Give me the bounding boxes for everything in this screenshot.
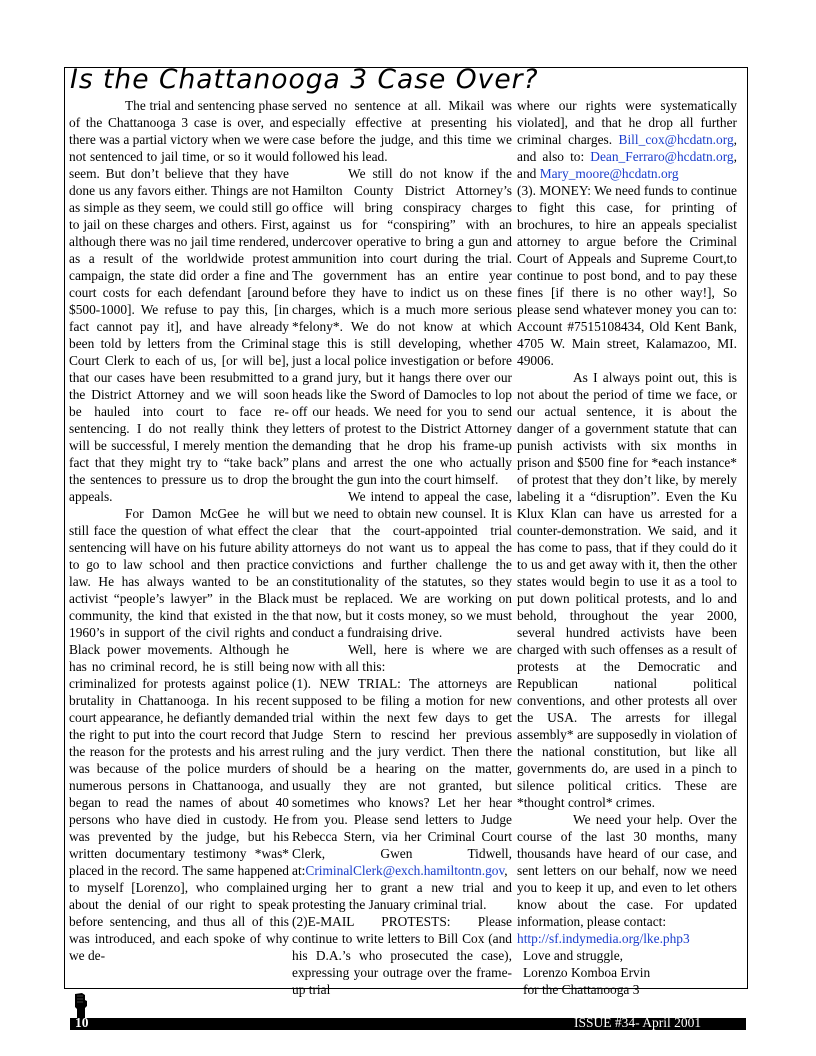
paragraph: As I always point out, this is not about the period of time we face, or our actual sentence, it is about the danger of a government statute that can punish activists with six months in prison and $500 fine for *each instance* of protest that they don’t like, by merely labeling it a “disruption”. Even the Ku Klux Klan can have us arrested for a counter-demonstration. We said, and it has come to pass, that if they could do it to us and get away with it, then the other states would begin to use it as a tool to put down political protests, and lo and behold, throughout the year 2000, several hundred activists have been charged with such offenses as a result of protests at the Democratic and Republican national political conventions, and other protests all over the USA. The arrests for illegal assembly* are supposedly in violation of the national constitution, but like all governments do, are used in a pinch to silence political critics. These are *thought control* crimes. [517,370,737,810]
column-1 [69,97,289,964]
paragraph: The trial and sentencing phase of the Chattanooga 3 case is over, and there was a partial victory when we were not sentenced to jail time, or so it would seem. But don’t believe that they have done us any favors either. Things are not as simple as they seem, we could still go to jail on these charges and others. First, although there was no jail time rendered, as a result of the worldwide protest campaign, the state did order a fine and court costs for each defendant [around $500-1000]. We refuse to pay this, [in fact cannot pay it], and have already been told by letters from the Criminal Court Clerk to each of us, [or will be], that our cases have been resubmitted to the District Attorney and we will soon be hauled into court to face re-sentencing. I do not really think they will be successful, I merely mention the fact that they might try to “take back” the sentences to pressure us to drop the appeals. [69,98,289,504]
column-2 [292,97,512,998]
signature-line: Love and struggle, [523,948,624,963]
paragraph-money: (3). MONEY: We need funds to continue to fight this case, for printing of brochures, to hire an appeals specialist attorney to argue before the Criminal Court of Appeals and Supreme Court,to continue to post bond, and to pay these fines [if there is no other way!], So please send whatever money you can to: Account #7515108434, Old Kent Bank, 4705 W. Main street, Kalamazoo, MI. 49006. [517,183,737,368]
indymedia-link[interactable]: http://sf.indymedia.org/lke.php3 [517,931,690,946]
indymedia-link-line [517,930,737,947]
paragraph: (2)E-MAIL PROTESTS: Please continue to write letters to Bill Cox (and his D.A.’s who prosecuted the case), expressing your outrage over the frame-up trial [292,914,512,997]
paragraph-email-protests [517,97,737,182]
paragraph-text: , and [517,149,737,181]
paragraph: We intend to appeal the case, but we need to obtain new counsel. It is clear that the court-appointed trial attorneys do not want us to appeal the convictions and further challenge the constitutionality of the statutes, so they must be replaced. We are working on that now, but it costs money, so we must conduct a fundraising drive. [292,489,512,640]
paragraph-text: , and also to: [517,132,737,164]
criminal-clerk-email-link[interactable]: CriminalClerk@exch.hamiltontn.gov [305,863,505,878]
signature-name: Lorenzo Komboa Ervin [523,965,651,980]
article-headline: Is the Chattanooga 3 Case Over? [70,64,539,95]
bill-cox-email-link[interactable]: Bill_cox@hcdatn.org [618,132,734,147]
paragraph-text: , urging her to grant a new trial and protesting the January criminal trial. [292,863,512,912]
mary-moore-email-link[interactable]: Mary_moore@hcdatn.org [539,166,679,181]
column-3 [517,97,737,998]
issue-label: ISSUE #34- April 2001 [574,1015,702,1030]
paragraph-new-trial [292,675,512,913]
paragraph-text: (1). NEW TRIAL: The attorneys are supposed to be filing a motion for new trial within the next few days to get Judge Stern to rescind her previous ruling and the jury verdict. Then there should be a hearing on the matter, usually they are not granted, but sometimes who knows? Let her hear from you. Please send letters to Judge Rebecca Stern, via her Criminal Court Clerk, Gwen Tidwell, at: [292,676,512,878]
paragraph: served no sentence at all. Mikail was especially effective at presenting his case before the judge, and this time we followed his lead. [292,98,512,164]
page-number: 10 [75,1015,89,1030]
paragraph: Well, here is where we are now with all this: [292,642,512,674]
paragraph: For Damon McGee he will still face the question of what effect the sentencing will have on his future ability to go to law school and then practice law. He has always wanted to be an activist “people’s lawyer” in the Black community, the kind that existed in the 1960’s in support of the civil rights and Black power movements. Although he has no criminal record, he is still being criminalized for protests against police brutality in Chattanooga. In his recent court appearance, he defiantly demanded the right to put into the court record that the reason for the protests and his arrest was because of the police murders of numerous persons in Chattanooga, and began to read the names of about 40 persons who have died in custody. He was prevented by the judge, but his written documentary testimony *was* placed in the record. The same happened to myself [Lorenzo], who complained about the denial of our right to speak before sentencing, and thus all of this was introduced, and each spoke of why we de- [69,506,289,963]
dean-ferraro-email-link[interactable]: Dean_Ferraro@hcdatn.org [590,149,734,164]
paragraph: We still do not know if the Hamilton County District Attorney’s office will bring conspiracy charges against us for “conspiring” with an undercover operative to bring a gun and ammunition into court during the trial. The government has an entire year before they have to indict us on these charges, which is a much more serious *felony*. We do not know at which stage this is still developing, whether just a local police investigation or before a grand jury, but it hangs there over our heads like the Sword of Damocles to lop off our heads. We need for you to send letters of protest to the District Attorney demanding that he drop his frame-up plans and arrest the one who actually brought the gun into the court himself. [292,166,512,487]
paragraph: We need your help. Over the course of the last 30 months, many thousands have heard of our case, and sent letters on our behalf, now we need you to keep it up, and even to let others know about the case. For updated information, please contact: [517,812,737,929]
paragraph-text: where our rights were systematically violated], and that he drop all further criminal charges. [517,98,737,147]
signature-group: for the Chattanooga 3 [523,982,640,997]
